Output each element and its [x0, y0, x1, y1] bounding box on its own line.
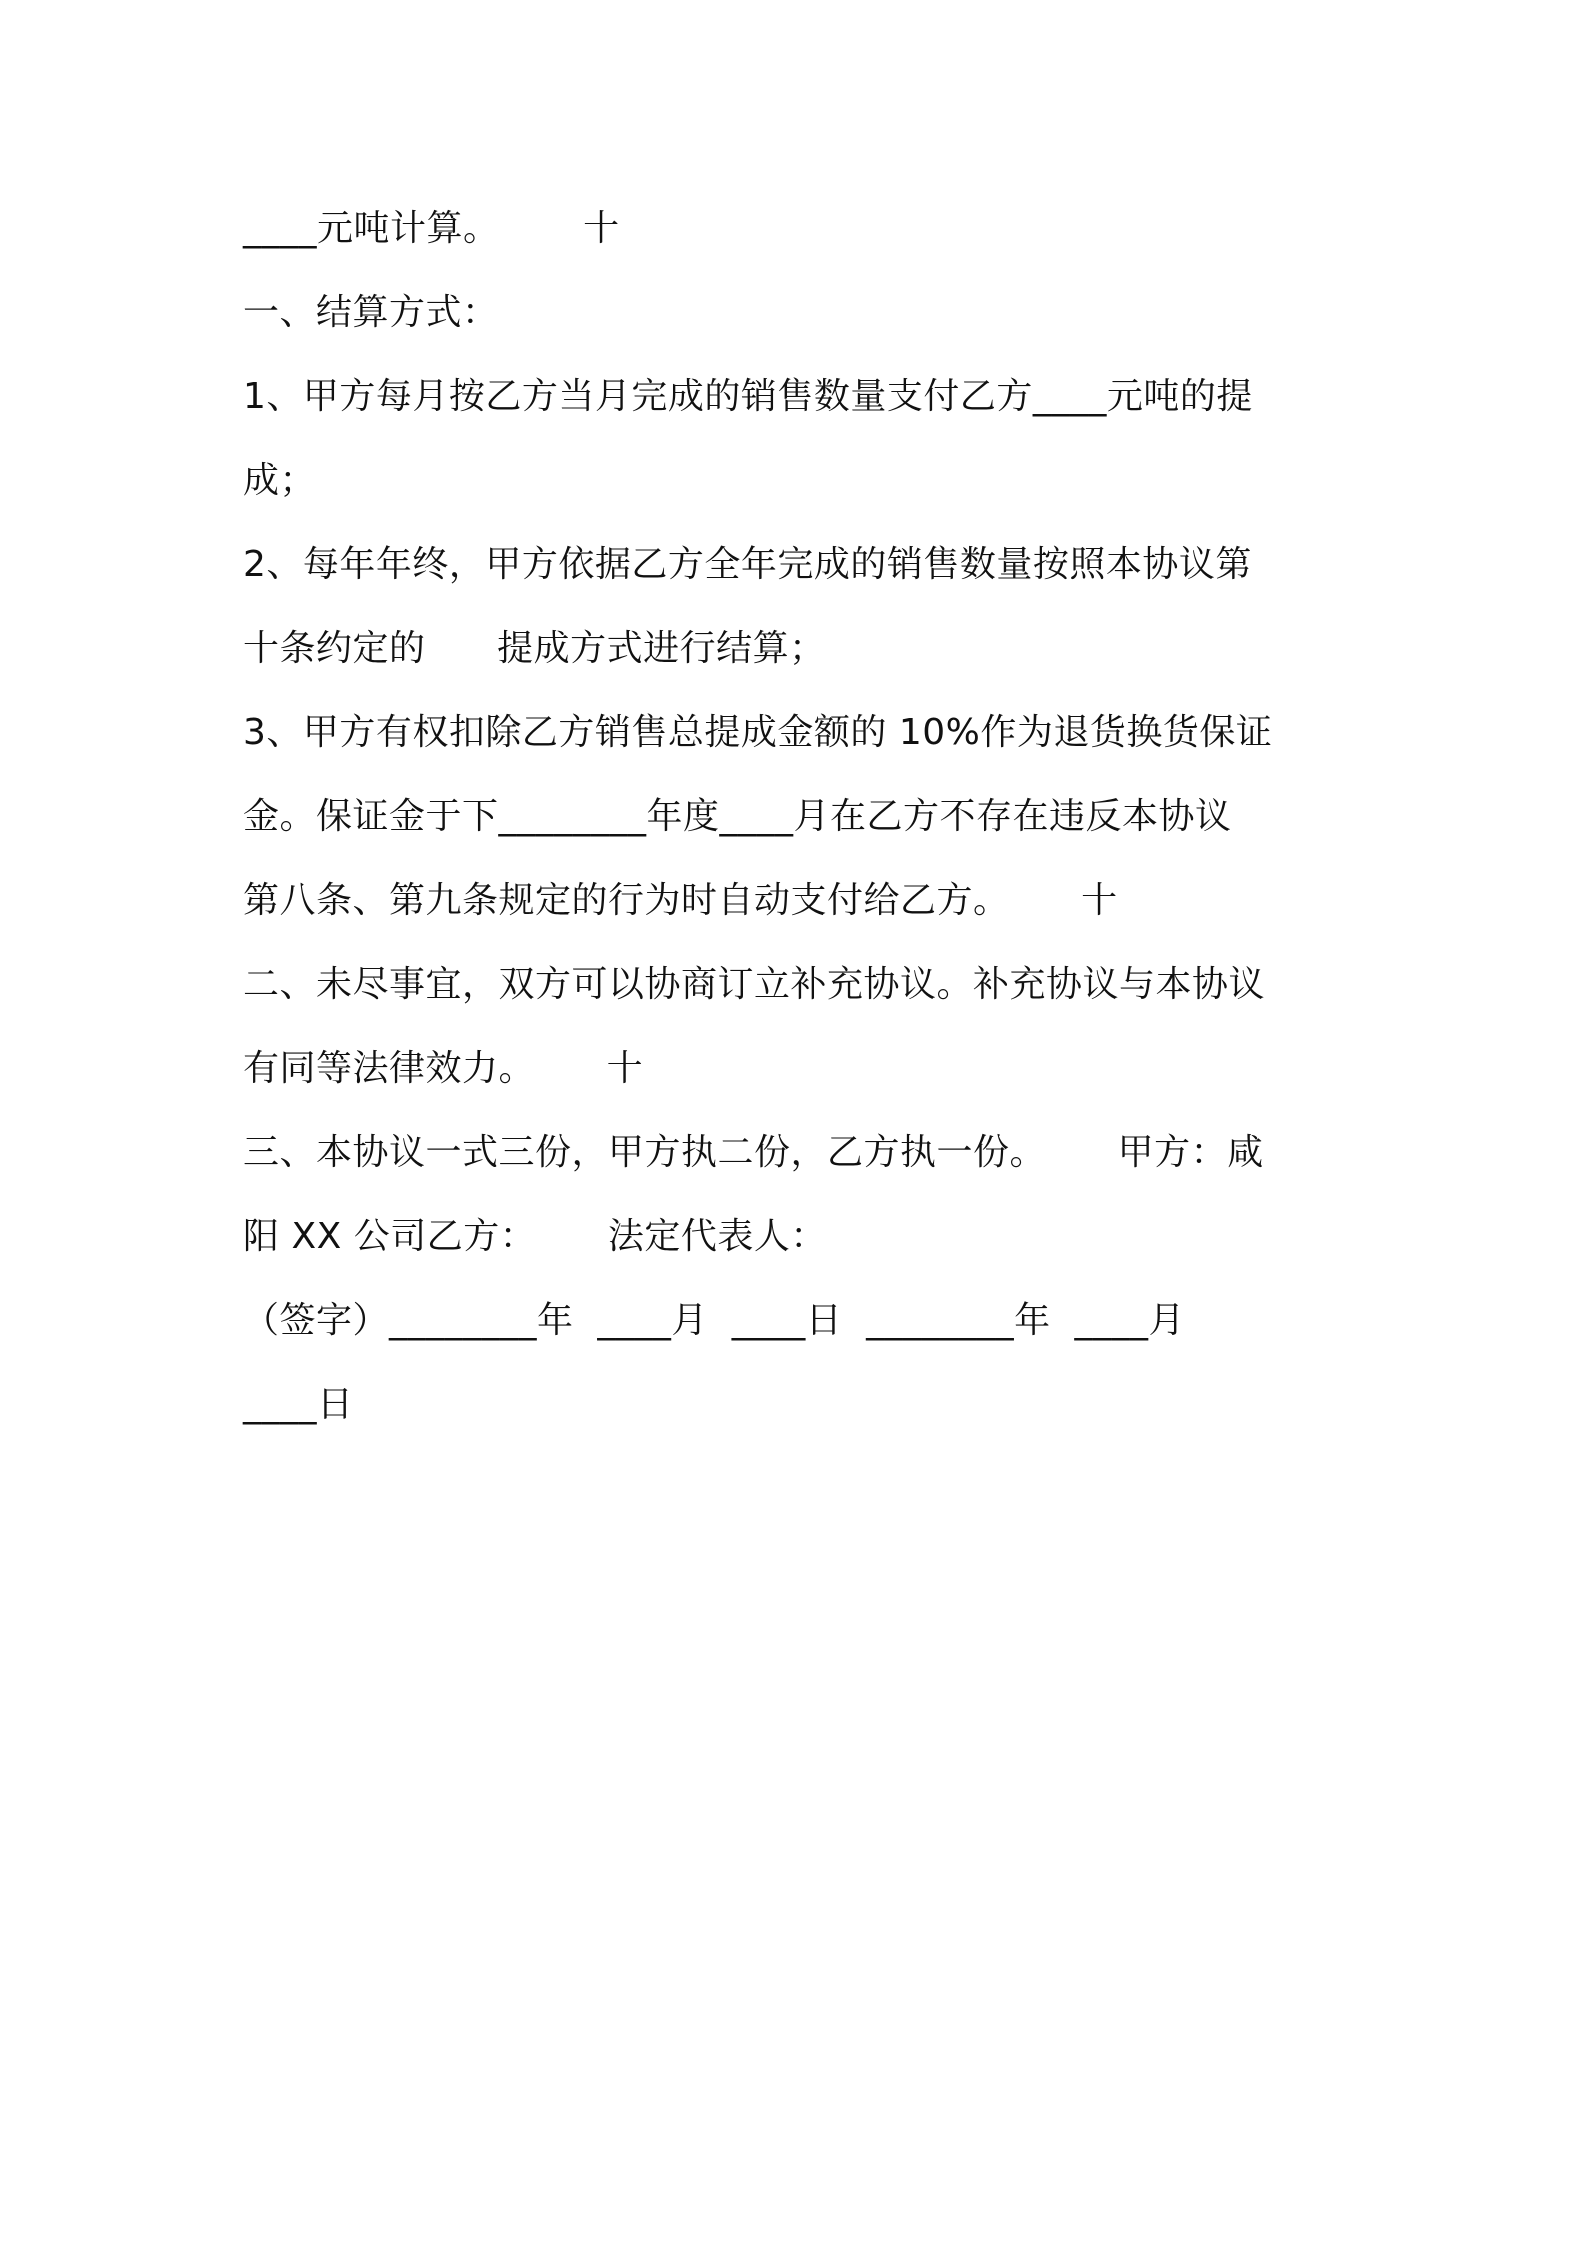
text-line: 2、每年年终，甲方依据乙方全年完成的销售数量按照本协议第 [243, 544, 1252, 585]
text-line: 阳 XX 公司乙方： 法定代表人： [243, 1216, 827, 1257]
signature-date-line: ____日 [243, 1384, 354, 1425]
text-line: 十条约定的 提成方式进行结算； [243, 628, 826, 669]
text-line: 3、甲方有权扣除乙方销售总提成金额的 10%作为退货换货保证 [243, 712, 1273, 753]
text-line: 成； [243, 460, 317, 501]
text-line: ____元吨计算。 十 [243, 208, 620, 249]
text-line: 有同等法律效力。 十 [243, 1048, 644, 1089]
signature-date-line: （签字）________年 ____月 ____日 ________年 ____月 [243, 1300, 1186, 1341]
section-heading: 二、未尽事宜，双方可以协商订立补充协议。补充协议与本协议 [243, 964, 1266, 1005]
section-heading: 一、结算方式： [243, 292, 499, 333]
text-line: 金。保证金于下________年度____月在乙方不存在违反本协议 [243, 796, 1232, 837]
text-line: 1、甲方每月按乙方当月完成的销售数量支付乙方____元吨的提 [243, 376, 1253, 417]
text-line: 第八条、第九条规定的行为时自动支付给乙方。 十 [243, 880, 1118, 921]
section-heading: 三、本协议一式三份，甲方执二份，乙方执一份。 甲方：咸 [243, 1132, 1264, 1173]
